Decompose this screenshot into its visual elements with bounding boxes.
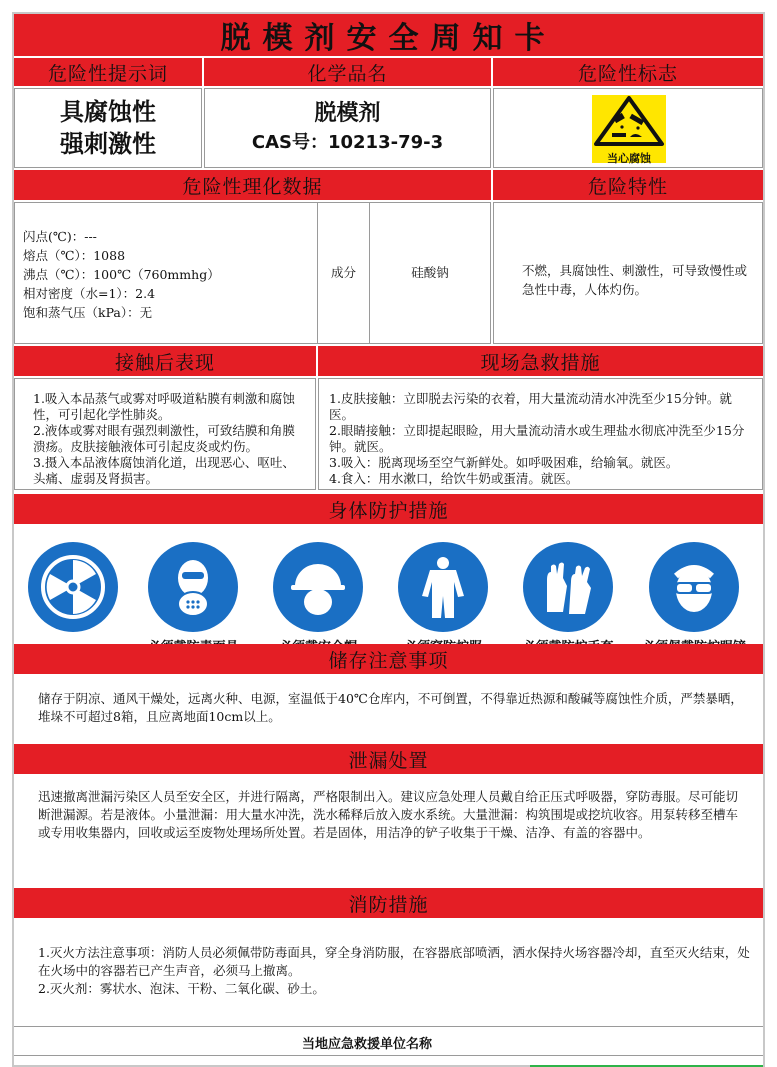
card-title: 脱模剂安全周知卡 (14, 14, 763, 56)
header-hazard-props: 危险特性 (493, 170, 763, 200)
leak-cell (14, 774, 763, 886)
footer-label: 当地应急救援单位名称 (302, 1037, 433, 1052)
safety-card (12, 12, 765, 1067)
fire-list (38, 944, 750, 998)
symptoms-cell (14, 378, 316, 490)
ppe-circle (649, 542, 739, 632)
ppe-suit (384, 542, 502, 655)
gas-mask-icon (158, 552, 228, 622)
component-value: 硅酸钠 (411, 265, 449, 280)
physchem-list (23, 227, 313, 322)
symptoms-list (33, 391, 305, 487)
symptom-item: 2.液体或雾对眼有强烈刺激性，可致结膜和角膜溃疡。皮肤接触液体可引起皮炎或灼伤。 (33, 423, 295, 454)
ppe-circle (28, 542, 118, 632)
first-aid-list (329, 391, 753, 487)
header-symptoms: 接触后表现 (14, 346, 316, 376)
footer-row (14, 1026, 763, 1056)
ppe-circle (523, 542, 613, 632)
ventilation-fan-icon (38, 552, 108, 622)
corrosion-warning-sign (592, 95, 666, 163)
chemical-name: 脱模剂 (314, 101, 381, 126)
header-protection: 身体防护措施 (14, 494, 763, 524)
header-leak: 泄漏处置 (14, 744, 763, 774)
goggles-icon (659, 552, 729, 622)
fire-item: 2.灭火剂：雾状水、泡沫、干粉、二氧化碳、砂土。 (38, 981, 325, 996)
hazard-sign-cell (493, 88, 763, 168)
hazard-sign-label: 当心腐蚀 (607, 152, 651, 165)
ppe-gas-mask (134, 542, 252, 655)
physchem-flash-point: 闪点(℃)：--- (23, 229, 97, 244)
ppe-goggles (629, 542, 759, 655)
header-hazard-sign: 危险性标志 (493, 58, 763, 86)
header-hazard-words: 危险性提示词 (14, 58, 202, 86)
first-aid-item: 2.眼睛接触：立即提起眼睑，用大量流动清水或生理盐水彻底冲洗至少15分钟。就医。 (329, 423, 745, 454)
ppe-ventilation (14, 542, 132, 636)
hazard-props-cell (493, 202, 763, 344)
cas-number: CAS号：10213-79-3 (251, 132, 444, 153)
physchem-vapor-pressure: 饱和蒸气压（kPa）：无 (23, 305, 153, 320)
hazard-props-text: 不燃，具腐蚀性、刺激性，可导致慢性或急性中毒，人体灼伤。 (522, 263, 748, 297)
ppe-circle (398, 542, 488, 632)
first-aid-item: 1.皮肤接触：立即脱去污染的衣着，用大量流动清水冲洗至少15分钟。就医。 (329, 391, 732, 422)
component-label: 成分 (330, 265, 356, 280)
header-chem-name: 化学品名 (204, 58, 491, 86)
physchem-density: 相对密度（水=1）：2.4 (23, 286, 156, 301)
protective-suit-icon (408, 552, 478, 622)
header-fire: 消防措施 (14, 888, 763, 918)
ppe-gloves (509, 542, 627, 655)
header-storage: 储存注意事项 (14, 644, 763, 674)
physchem-melting-point: 熔点（℃）：1088 (23, 248, 126, 263)
header-physchem: 危险性理化数据 (14, 170, 491, 200)
hazard-words-cell (14, 88, 202, 168)
fire-item: 1.灭火方法注意事项：消防人员必须佩带防毒面具，穿全身消防服，在容器底部喷洒，洒水保持火场容器冷却，直至灭火结束，处在火场中的容器若已产生声音，必须马上撤离。 (38, 945, 750, 978)
chem-name-cell (204, 88, 491, 168)
ppe-circle (148, 542, 238, 632)
helmet-icon (283, 552, 353, 622)
hazard-word-2: 强刺激性 (60, 130, 156, 158)
gloves-icon (533, 552, 603, 622)
storage-cell (14, 674, 763, 740)
first-aid-item: 4.食入：用水漱口，给饮牛奶或蛋清。就医。 (329, 471, 579, 486)
leak-text: 迅速撤离泄漏污染区人员至安全区，并进行隔离，严格限制出入。建议应急处理人员戴自给正压式呼吸器，穿防毒服。尽可能切断泄漏源。若是液体。小量泄漏：用大量水冲洗，洗水稀释后放入废水系统。大量泄漏：构筑围堤或挖坑收容。用泵转移至槽车或专用收集器内，回收或运至废物处理场所处置。若是固体，用洁净的铲子收集于干燥、洁净、有盖的容器中。 (38, 789, 739, 840)
first-aid-cell (318, 378, 763, 490)
ppe-circle (273, 542, 363, 632)
symptom-item: 3.摄入本品液体腐蚀消化道，出现恶心、呕吐、头痛、虚弱及肾损害。 (33, 455, 295, 486)
ppe-helmet (259, 542, 377, 655)
header-first-aid: 现场急救措施 (318, 346, 763, 376)
symptom-item: 1.吸入本品蒸气或雾对呼吸道粘膜有刺激和腐蚀性，可引起化学性肺炎。 (33, 391, 295, 422)
storage-text: 储存于阴凉、通风干燥处，远离火种、电源，室温低于40℃仓库内，不可倒置，不得靠近热源和酸碱等腐蚀性介质，严禁暴晒，堆垛不可超过8箱，且应离地面10cm以上。 (38, 691, 743, 724)
physchem-cell (14, 202, 491, 344)
corrosion-icon (592, 95, 666, 147)
fire-cell (14, 918, 763, 1024)
physchem-boiling-point: 沸点（℃）：100℃（760mmhg） (23, 267, 220, 282)
first-aid-item: 3.吸入：脱离现场至空气新鲜处。如呼吸困难，给输氧。就医。 (329, 455, 679, 470)
hazard-word-1: 具腐蚀性 (60, 98, 156, 126)
